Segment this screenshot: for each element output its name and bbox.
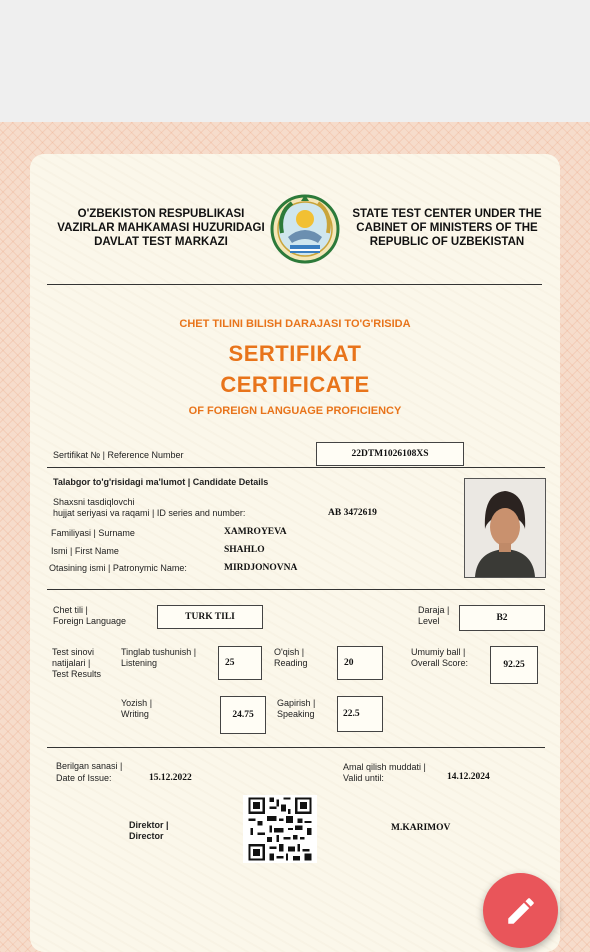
qr-code: [243, 795, 317, 863]
speaking-score: 22.5: [337, 696, 383, 732]
valid-date: 14.12.2024: [447, 772, 490, 782]
director-name: M.KARIMOV: [391, 823, 451, 833]
overall-label-1: Umumiy ball |: [411, 647, 466, 657]
candidate-section-label: Talabgor to'g'risidagi ma'lumot | Candidate Details: [53, 477, 269, 487]
issue-label-1: Berilgan sanasi |: [56, 761, 123, 771]
listening-label-1: Tinglab tushunish |: [121, 647, 197, 657]
language-label-1: Chet tili |: [53, 605, 88, 615]
edit-pencil-icon: [504, 894, 538, 928]
results-divider: [47, 747, 545, 748]
level-label-1: Daraja |: [418, 605, 450, 615]
firstname-label: Ismi | First Name: [51, 546, 119, 556]
listening-label-2: Listening: [121, 658, 158, 668]
valid-label-2: Valid until:: [343, 773, 384, 783]
speaking-label-2: Speaking: [277, 709, 315, 719]
overall-score: 92.25: [490, 646, 538, 684]
subtitle-uz: CHET TILINI BILISH DARAJASI TO'G'RISIDA: [179, 318, 411, 330]
valid-label-1: Amal qilish muddati |: [343, 762, 426, 772]
results-label-3: Test Results: [52, 669, 102, 679]
title-uz: SERTIFIKAT: [228, 341, 362, 366]
issue-label-2: Date of Issue:: [56, 773, 112, 783]
candidate-divider: [47, 589, 545, 590]
writing-label-1: Yozish |: [121, 698, 153, 708]
writing-score: 24.75: [220, 696, 266, 734]
header-left: O'ZBEKISTON RESPUBLIKASI VAZIRLAR MAHKAMASI HUZURIDAGI DAVLAT TEST MARKAZI: [57, 208, 265, 248]
header-right: STATE TEST CENTER UNDER THE CABINET OF MINISTERS OF THE REPUBLIC OF UZBEKISTAN: [352, 208, 542, 248]
reference-label: Sertifikat № | Reference Number: [53, 450, 184, 460]
results-label-1: Test sinovi: [52, 647, 95, 657]
subtitle-en: OF FOREIGN LANGUAGE PROFICIENCY: [188, 405, 402, 417]
reference-divider: [47, 467, 545, 468]
writing-label-2: Writing: [121, 709, 149, 719]
results-label-2: natijalari |: [52, 658, 91, 668]
state-emblem-icon: [270, 193, 340, 265]
language-label-2: Foreign Language: [53, 616, 127, 626]
edit-button[interactable]: [483, 873, 558, 948]
patronymic-label: Otasining ismi | Patronymic Name:: [49, 563, 187, 573]
level-value: B2: [459, 605, 545, 631]
firstname-value: SHAHLO: [224, 545, 265, 555]
reference-number: 22DTM1026108XS: [316, 442, 464, 466]
overall-label-2: Overall Score:: [411, 658, 469, 668]
language-value: TURK TILI: [157, 605, 263, 629]
id-value: AB 3472619: [328, 508, 377, 518]
issue-date: 15.12.2022: [149, 773, 192, 783]
surname-label: Familiyasi | Surname: [51, 528, 135, 538]
title-en: CERTIFICATE: [220, 372, 370, 397]
director-label-1: Direktor |: [129, 820, 169, 830]
reading-label-2: Reading: [274, 658, 308, 668]
header-divider: [47, 284, 542, 285]
patronymic-value: MIRDJONOVNA: [224, 563, 298, 573]
id-label-1: Shaxsni tasdiqlovchi: [53, 497, 135, 507]
director-label-2: Director: [129, 831, 164, 841]
candidate-photo: [464, 478, 546, 578]
surname-value: XAMROYEVA: [224, 527, 287, 537]
top-bar: [0, 0, 590, 122]
id-label-2: hujjat seriyasi va raqami | ID series and number:: [53, 508, 246, 518]
reading-score: 20: [337, 646, 383, 680]
listening-score: 25: [218, 646, 262, 680]
level-label-2: Level: [418, 616, 440, 626]
reading-label-1: O'qish |: [274, 647, 305, 657]
speaking-label-1: Gapirish |: [277, 698, 316, 708]
